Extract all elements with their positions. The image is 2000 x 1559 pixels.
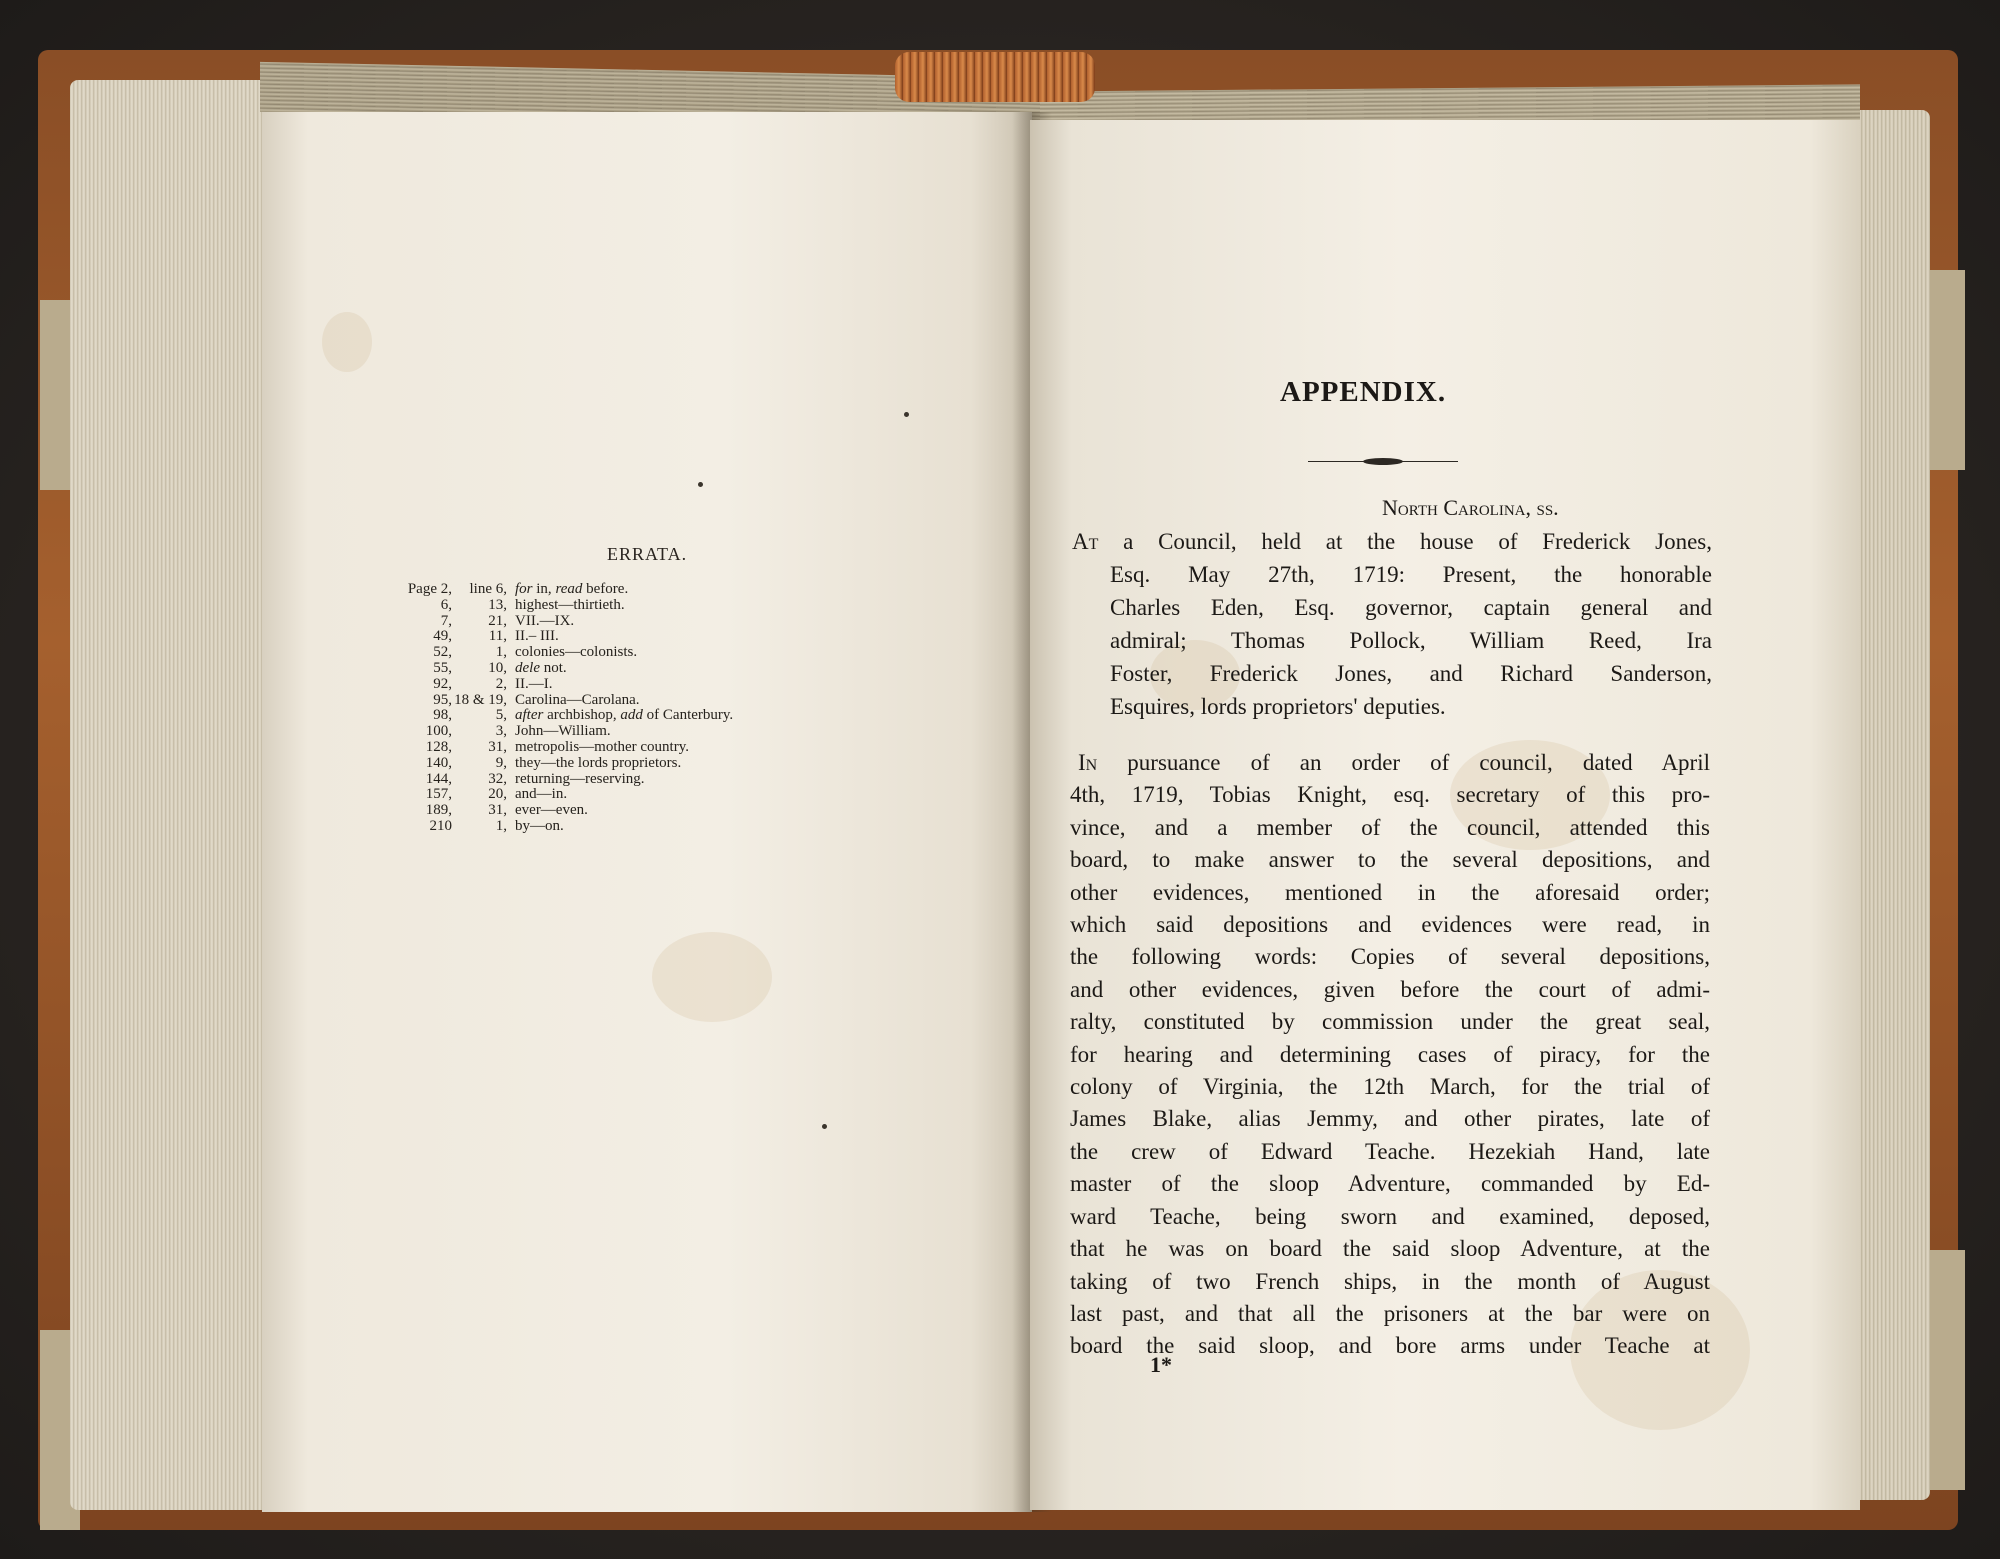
council-line-text: Foster, Frederick Jones, and Richard Sanderson, — [1110, 661, 1712, 686]
pursuance-line — [1070, 1103, 1710, 1135]
pursuance-line-text: taking of two French ships, in the month of August — [1070, 1268, 1710, 1294]
left-page — [262, 112, 1032, 1512]
foxing-stain — [652, 932, 772, 1022]
errata-text: for in, read before. — [515, 581, 629, 597]
errata-text: returning—reserving. — [515, 770, 645, 787]
council-line-text: admiral; Thomas Pollock, William Reed, Ira — [1110, 628, 1712, 653]
cover-cloth-patch — [1925, 1250, 1965, 1490]
errata-line: 9, — [495, 754, 507, 771]
errata-page: 95, — [433, 691, 452, 708]
errata-line: 10, — [488, 659, 507, 676]
errata-line: 31, — [488, 738, 507, 755]
errata-text: ever—even. — [515, 802, 588, 819]
errata-line: 1, — [495, 817, 507, 834]
errata-row — [387, 582, 733, 598]
errata-text: dele not. — [515, 659, 567, 676]
council-line — [1072, 558, 1712, 591]
errata-row — [387, 756, 733, 772]
pursuance-line-text: ralty, constituted by commission under the great seal, — [1070, 1009, 1710, 1035]
pursuance-line-text: master of the sloop Adventure, commanded by Ed- — [1070, 1171, 1710, 1197]
errata-text: Carolina—Carolana. — [515, 691, 640, 708]
errata-text: by—on. — [515, 817, 564, 834]
pursuance-line-text: pursuance of an order of council, dated April — [1127, 750, 1711, 775]
ornamental-rule — [1308, 460, 1458, 464]
council-line-text: Charles Eden, Esq. governor, captain general and — [1110, 595, 1712, 620]
errata-text: John—William. — [515, 723, 611, 740]
pursuance-line — [1070, 1039, 1710, 1071]
errata-page: 6, — [440, 596, 452, 613]
pursuance-line-text: James Blake, alias Jemmy, and other pirates, late of — [1070, 1106, 1710, 1132]
pursuance-line — [1070, 779, 1710, 811]
council-line — [1072, 657, 1712, 690]
errata-page: 92, — [433, 675, 452, 692]
pursuance-line-text: which said depositions and evidences were read, in — [1070, 912, 1710, 938]
errata-page: 157, — [425, 786, 452, 803]
errata-row — [387, 693, 733, 709]
errata-line: 20, — [488, 786, 507, 803]
right-page — [1030, 120, 1860, 1510]
pursuance-line-text: last past, and that all the prisoners at the bar were on — [1070, 1300, 1710, 1326]
errata-page: 140, — [425, 754, 452, 771]
errata-page: Page 2, — [407, 581, 452, 597]
errata-page: 189, — [425, 802, 452, 819]
errata-text: II.– III. — [515, 628, 559, 645]
pursuance-line-text: other evidences, mentioned in the aforesaid order; — [1070, 879, 1710, 905]
pursuance-paragraph — [1070, 747, 1710, 1363]
errata-row — [387, 708, 733, 724]
pursuance-line — [1070, 1168, 1710, 1200]
council-line — [1072, 525, 1712, 558]
errata-text: and—in. — [515, 786, 568, 803]
errata-row — [387, 787, 733, 803]
council-paragraph — [1072, 525, 1712, 723]
errata-row — [387, 661, 733, 677]
errata-row — [387, 645, 733, 661]
pursuance-line-text: colony of Virginia, the 12th March, for the trial of — [1070, 1074, 1710, 1100]
pursuance-line-text: the crew of Edward Teache. Hezekiah Hand, late — [1070, 1138, 1710, 1164]
headband — [895, 52, 1095, 102]
pursuance-line — [1070, 1233, 1710, 1265]
errata-row — [387, 803, 733, 819]
errata-row — [387, 819, 733, 835]
errata-page: 7, — [440, 612, 452, 629]
errata-line: 31, — [488, 802, 507, 819]
pursuance-line-text: board, to make answer to the several depositions, and — [1070, 847, 1710, 873]
pursuance-line — [1070, 1266, 1710, 1298]
council-line-text: Esq. May 27th, 1719: Present, the honorable — [1110, 562, 1712, 587]
pursuance-line-text: board the said sloop, and bore arms under Teache at — [1070, 1333, 1710, 1359]
errata-text: after archbishop, add of Canterbury. — [515, 707, 734, 724]
errata-list — [387, 582, 733, 835]
ink-speck — [698, 482, 703, 487]
pursuance-line — [1070, 1071, 1710, 1103]
errata-row — [387, 677, 733, 693]
errata-line: 1, — [495, 644, 507, 661]
errata-row — [387, 740, 733, 756]
errata-line: 32, — [488, 770, 507, 787]
errata-page: 49, — [433, 628, 452, 645]
council-line — [1072, 591, 1712, 624]
pursuance-line — [1070, 909, 1710, 941]
pursuance-line — [1070, 941, 1710, 973]
cover-cloth-patch — [1925, 270, 1965, 470]
council-line-text: a Council, held at the house of Frederick Jones, — [1123, 529, 1713, 554]
council-line-text: Esquires, lords proprietors' deputies. — [1110, 694, 1446, 719]
ink-speck — [822, 1124, 827, 1129]
errata-title: ERRATA. — [607, 544, 688, 564]
foxing-stain — [322, 312, 372, 372]
pursuance-line-text: vince, and a member of the council, attended this — [1070, 814, 1710, 840]
council-line — [1072, 624, 1712, 657]
ink-speck — [904, 412, 909, 417]
page-block-right — [1850, 110, 1930, 1500]
pursuance-line-text: that he was on board the said sloop Adventure, at the — [1070, 1236, 1710, 1262]
errata-line: 5, — [495, 707, 507, 724]
errata-page: 144, — [425, 770, 452, 787]
errata-page: 128, — [425, 738, 452, 755]
pursuance-line-text: 4th, 1719, Tobias Knight, esq. secretary of this pro- — [1070, 782, 1710, 808]
pursuance-line — [1070, 747, 1710, 779]
errata-text: colonies—colonists. — [515, 644, 638, 661]
errata-row — [387, 598, 733, 614]
errata-text: II.—I. — [515, 675, 553, 692]
errata-line: 3, — [495, 723, 507, 740]
errata-row — [387, 724, 733, 740]
errata-line: line 6, — [469, 581, 507, 597]
errata-row — [387, 614, 733, 630]
errata-page: 98, — [433, 707, 452, 724]
signature-mark: 1* — [1150, 1352, 1172, 1377]
errata-text: metropolis—mother country. — [515, 738, 689, 755]
pursuance-line-text: the following words: Copies of several depositions, — [1070, 944, 1710, 970]
pursuance-line-text: and other evidences, given before the court of admi- — [1070, 976, 1710, 1002]
pursuance-line — [1070, 877, 1710, 909]
pursuance-line — [1070, 1136, 1710, 1168]
errata-line: 21, — [488, 612, 507, 629]
drop-word: In — [1078, 750, 1098, 775]
errata-page: 55, — [433, 659, 452, 676]
pursuance-line — [1070, 1298, 1710, 1330]
errata-line: 13, — [488, 596, 507, 613]
errata-line: 18 & 19, — [454, 691, 507, 708]
page-block-left — [70, 80, 270, 1510]
errata-text: VII.—IX. — [515, 612, 575, 629]
pursuance-line — [1070, 812, 1710, 844]
pursuance-line — [1070, 1006, 1710, 1038]
pursuance-line-text: for hearing and determining cases of piracy, for the — [1070, 1041, 1710, 1067]
pursuance-line-text: ward Teache, being sworn and examined, deposed, — [1070, 1203, 1710, 1229]
pursuance-line — [1070, 844, 1710, 876]
appendix-title: APPENDIX. — [1280, 376, 1447, 408]
council-line — [1072, 690, 1712, 723]
errata-page: 100, — [425, 723, 452, 740]
errata-line: 2, — [495, 675, 507, 692]
section-heading: North Carolina, ss. — [1382, 495, 1559, 520]
errata-row — [387, 629, 733, 645]
errata-text: they—the lords proprietors. — [515, 754, 682, 771]
errata-text: highest—thirtieth. — [515, 596, 625, 613]
pursuance-line — [1070, 974, 1710, 1006]
errata-page: 52, — [433, 644, 452, 661]
errata-line: 11, — [488, 628, 507, 645]
pursuance-line — [1070, 1201, 1710, 1233]
drop-word: At — [1072, 529, 1099, 554]
errata-row — [387, 772, 733, 788]
errata-page: 210 — [429, 817, 452, 834]
